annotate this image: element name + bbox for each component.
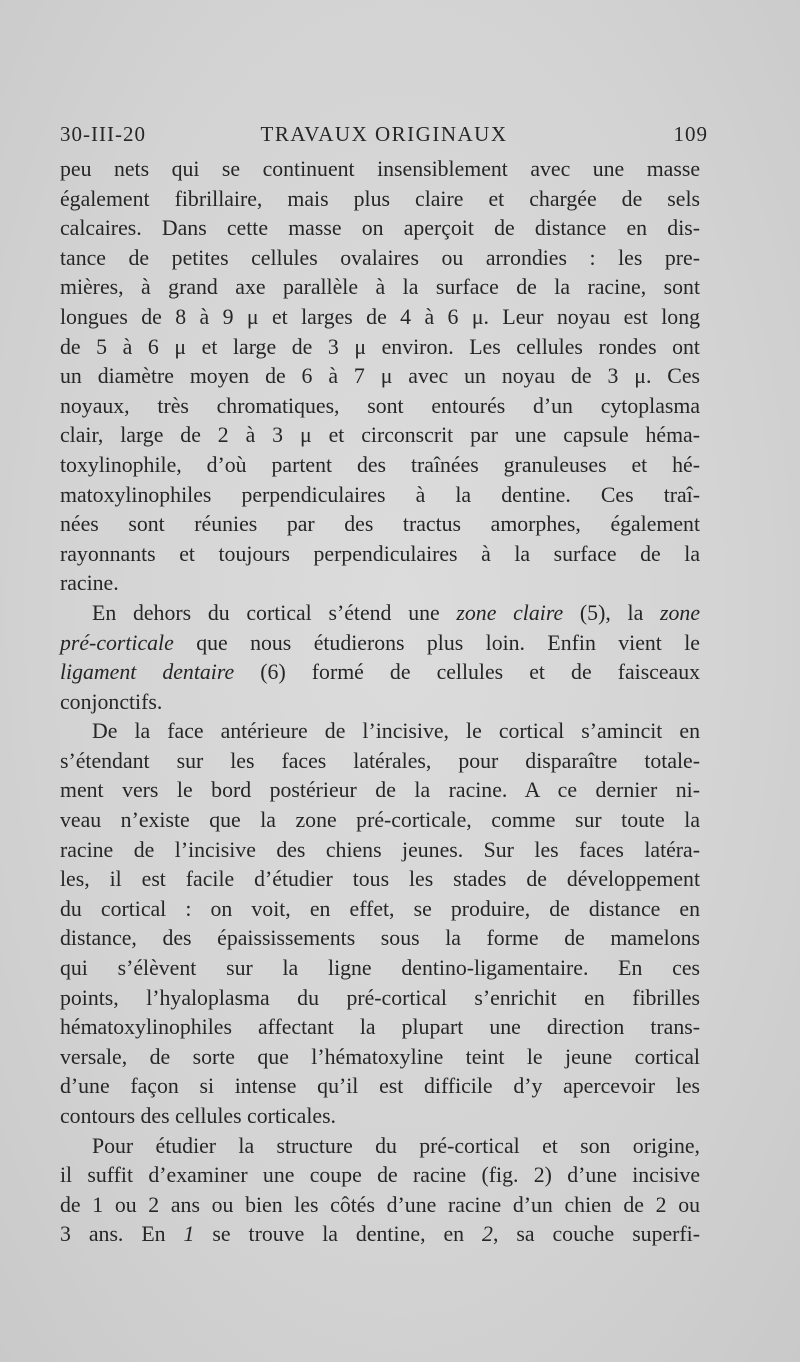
text-line [60,806,700,836]
text-line [60,451,700,481]
text-line [60,599,700,629]
text-line [60,747,700,777]
text-segment: contours des cellules corticales. [60,1104,336,1128]
text-segment: peu nets qui se continuent insensiblement avec une masse [60,157,700,181]
body-text [60,155,700,1250]
text-line [60,333,700,363]
text-segment: veau n’existe que la zone pré-corticale, comme sur toute la [60,808,700,833]
text-segment: matoxylinophiles perpendiculaires à la dentine. Ces traî- [60,482,700,507]
text-line [60,1072,700,1102]
text-line [60,362,700,392]
text-line [60,658,700,688]
text-line [60,895,700,925]
text-segment: racine. [60,571,119,596]
text-segment: Pour étudier la structure du pré-cortical et son origine, [92,1133,700,1158]
text-segment: de 1 ou 2 ans ou bien les côtés d’une racine d’un chien de 2 ou [60,1192,700,1217]
text-line [60,421,700,451]
text-segment: mières, à grand axe parallèle à la surface de la racine, sont [60,275,700,300]
text-segment: noyaux, très chromatiques, sont entourés d’un cytoplasma [60,393,700,418]
italic-term: 1 [183,1222,195,1247]
page-number: 109 [673,122,708,146]
text-segment: 3 ans. En [60,1222,184,1247]
italic-term: zone [660,600,701,625]
text-line [60,776,700,806]
text-segment: tance de petites cellules ovalaires ou arrondies : les pre- [60,245,700,270]
issue-date: 30-III-20 [60,122,146,146]
text-line [60,1220,700,1250]
text-line [60,1161,700,1191]
italic-term: zone claire [456,600,564,625]
section-title: TRAVAUX ORIGINAUX [260,122,508,146]
text-line [60,155,700,185]
text-line [60,1102,700,1132]
text-line [60,688,700,718]
italic-term: 2 [482,1222,493,1247]
text-line [60,954,700,984]
text-line [60,540,700,570]
text-line [60,629,700,659]
text-segment: il suffit d’examiner une coupe de racine (fig. 2) d’une incisive [60,1163,700,1188]
text-line [60,924,700,954]
text-line [60,836,700,866]
text-segment: nées sont réunies par des tractus amorphes, également [60,512,700,537]
text-segment: un diamètre moyen de 6 à 7 μ avec un noyau de 3 μ. Ces [60,364,700,389]
text-segment: , sa couche superfi- [492,1222,700,1247]
running-head [60,122,708,150]
text-line [60,481,700,511]
text-segment: En dehors du cortical s’étend une [92,600,457,625]
text-line [60,1043,700,1073]
text-segment: les, il est facile d’étudier tous les stades de développement [60,867,700,892]
text-line [60,1013,700,1043]
text-segment: se trouve la dentine, en [194,1222,483,1247]
text-segment: du cortical : on voit, en effet, se produire, de distance en [60,896,700,921]
text-segment: ment vers le bord postérieur de la racine. A ce dernier ni- [60,778,700,803]
text-segment: toxylinophile, d’où partent des traînées granuleuses et hé- [60,452,700,477]
text-segment: hématoxylinophiles affectant la plupart une direction trans- [60,1015,700,1040]
text-line [60,717,700,747]
text-segment: calcaires. Dans cette masse on aperçoit de distance en dis- [60,216,700,241]
text-line [60,865,700,895]
text-segment: qui s’élèvent sur la ligne dentino-ligamentaire. En ces [60,956,700,981]
text-line [60,1191,700,1221]
text-segment: conjonctifs. [60,689,163,714]
text-line [60,244,700,274]
text-line [60,510,700,540]
text-line [60,984,700,1014]
text-segment: également fibrillaire, mais plus claire et chargée de sels [60,186,700,211]
text-segment: que nous étudierons plus loin. Enfin vient le [173,630,700,655]
text-line [60,1132,700,1162]
text-segment: d’une façon si intense qu’il est difficile d’y apercevoir les [60,1074,700,1099]
text-segment: racine de l’incisive des chiens jeunes. Sur les faces latéra- [60,837,700,862]
text-line [60,214,700,244]
text-segment: points, l’hyaloplasma du pré-cortical s’enrichit en fibrilles [60,985,700,1010]
text-segment: rayonnants et toujours perpendiculaires à la surface de la [60,541,700,566]
text-segment: s’étendant sur les faces latérales, pour disparaître totale- [60,748,700,773]
text-line [60,303,700,333]
text-line [60,185,700,215]
text-line [60,273,700,303]
text-segment: clair, large de 2 à 3 μ et circonscrit par une capsule héma- [60,423,700,448]
italic-term: pré-corticale [60,630,174,655]
text-segment: De la face antérieure de l’incisive, le cortical s’amincit en [92,719,700,744]
text-segment: distance, des épaississements sous la forme de mamelons [60,926,700,951]
text-segment: (5), la [563,600,661,625]
text-segment: longues de 8 à 9 μ et larges de 4 à 6 μ. Leur noyau est long [60,304,700,329]
text-line [60,569,700,599]
text-segment: versale, de sorte que l’hématoxyline teint le jeune cortical [60,1044,700,1069]
text-line [60,392,700,422]
italic-term: ligament dentaire [60,660,235,685]
text-segment: (6) formé de cellules et de faisceaux [234,660,700,685]
text-segment: de 5 à 6 μ et large de 3 μ environ. Les cellules rondes ont [60,334,700,359]
